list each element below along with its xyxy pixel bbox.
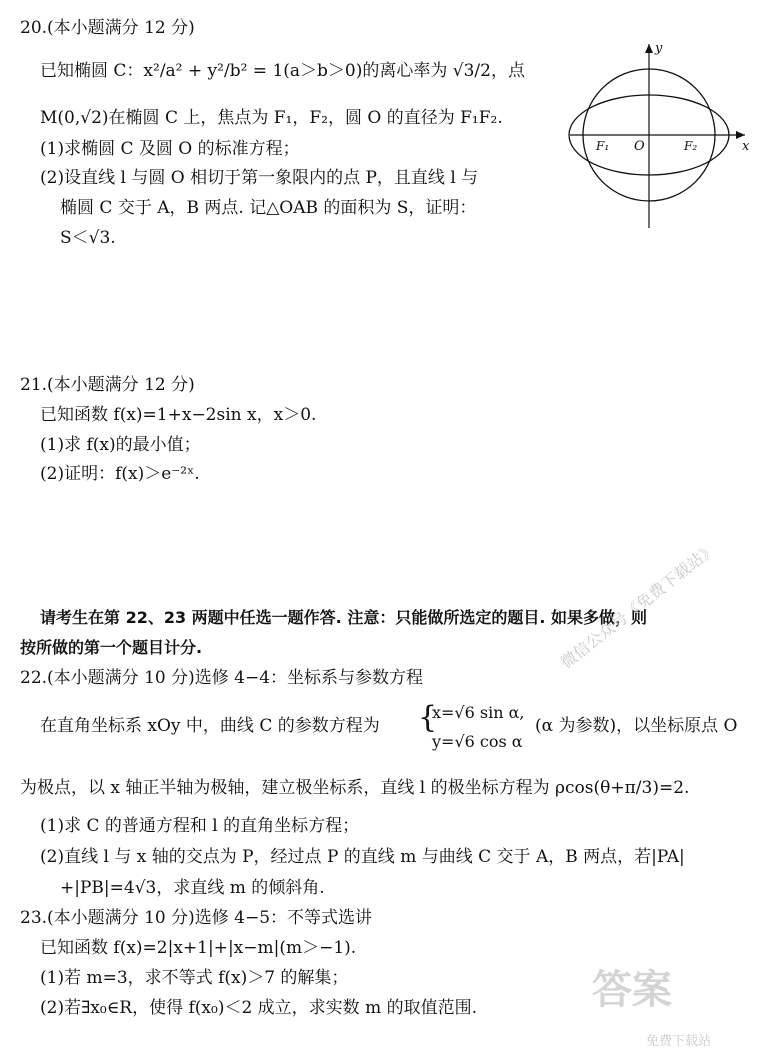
x-axis-label: x [742, 139, 750, 154]
q22-part-1: (1)求 C 的普通方程和 l 的直角坐标方程； [40, 816, 360, 836]
q20-part-2-cont: 椭圆 C 交于 A，B 两点. 记△OAB 的面积为 S，证明： [60, 198, 477, 218]
q22-part-2: (2)直线 l 与 x 轴的交点为 P，经过点 P 的直线 m 与曲线 C 交于 A，B 两点，若|PA| [40, 847, 685, 867]
watermark-answer: 答案 [592, 967, 672, 1013]
param-system-brace: { [418, 700, 438, 735]
q23-header: 23.(本小题满分 10 分)选修 4−5：不等式选讲 [20, 908, 373, 928]
focus-f1-label: F₁ [596, 139, 610, 153]
q22-header: 22.(本小题满分 10 分)选修 4−4：坐标系与参数方程 [20, 668, 424, 688]
q21-part-1: (1)求 f(x)的最小值； [40, 435, 201, 455]
selection-note-line-2: 按所做的第一个题目计分. [20, 638, 203, 657]
ellipse-circle-figure [560, 38, 755, 233]
q21-header: 21.(本小题满分 12 分) [20, 375, 195, 395]
focus-f2-label: F₂ [684, 139, 698, 153]
q22-line-2: 为极点，以 x 轴正半轴为极轴，建立极坐标系，直线 l 的极坐标方程为 ρcos(θ+π/3)=2. [20, 778, 690, 798]
q23-part-1: (1)若 m=3，求不等式 f(x)＞7 的解集； [40, 968, 349, 988]
q23-line-1: 已知函数 f(x)=2|x+1|+|x−m|(m＞−1). [40, 938, 357, 958]
q22-line-1b: (α 为参数)，以坐标原点 O [535, 716, 738, 736]
x-axis-arrow [736, 131, 745, 139]
q20-part-2-end: S＜√3. [60, 228, 116, 248]
q23-part-2: (2)若∃x₀∈R，使得 f(x₀)＜2 成立，求实数 m 的取值范围. [40, 998, 478, 1018]
q20-header: 20.(本小题满分 12 分) [20, 18, 195, 38]
q21-part-2: (2)证明：f(x)＞e⁻²ˣ. [40, 464, 200, 484]
watermark-site: 免费下载站 [646, 1034, 712, 1049]
param-equation-x: x=√6 sin α, [432, 703, 525, 722]
q20-part-1: (1)求椭圆 C 及圆 O 的标准方程； [40, 139, 300, 159]
y-axis-label: y [655, 41, 663, 56]
watermark-wechat: 微信公众号《免费下载站》 [556, 539, 720, 673]
q20-line-1: 已知椭圆 C：x²/a² + y²/b² = 1(a＞b＞0)的离心率为 √3/2，点 [40, 61, 525, 81]
q21-line-1: 已知函数 f(x)=1+x−2sin x，x＞0. [40, 405, 317, 425]
q20-part-2: (2)设直线 l 与圆 O 相切于第一象限内的点 P，且直线 l 与 [40, 168, 479, 188]
selection-note-line-1: 请考生在第 22、23 两题中任选一题作答. 注意：只能做所选定的题目. 如果多做，则 [40, 608, 647, 627]
param-equation-y: y=√6 cos α [432, 732, 523, 751]
q22-line-1a: 在直角坐标系 xOy 中，曲线 C 的参数方程为 [40, 716, 380, 736]
q20-line-2: M(0,√2)在椭圆 C 上，焦点为 F₁，F₂，圆 O 的直径为 F₁F₂. [40, 108, 503, 128]
q22-part-2-cont: +|PB|=4√3，求直线 m 的倾斜角. [60, 878, 325, 898]
y-axis-arrow [645, 44, 653, 53]
origin-label: O [634, 139, 645, 154]
